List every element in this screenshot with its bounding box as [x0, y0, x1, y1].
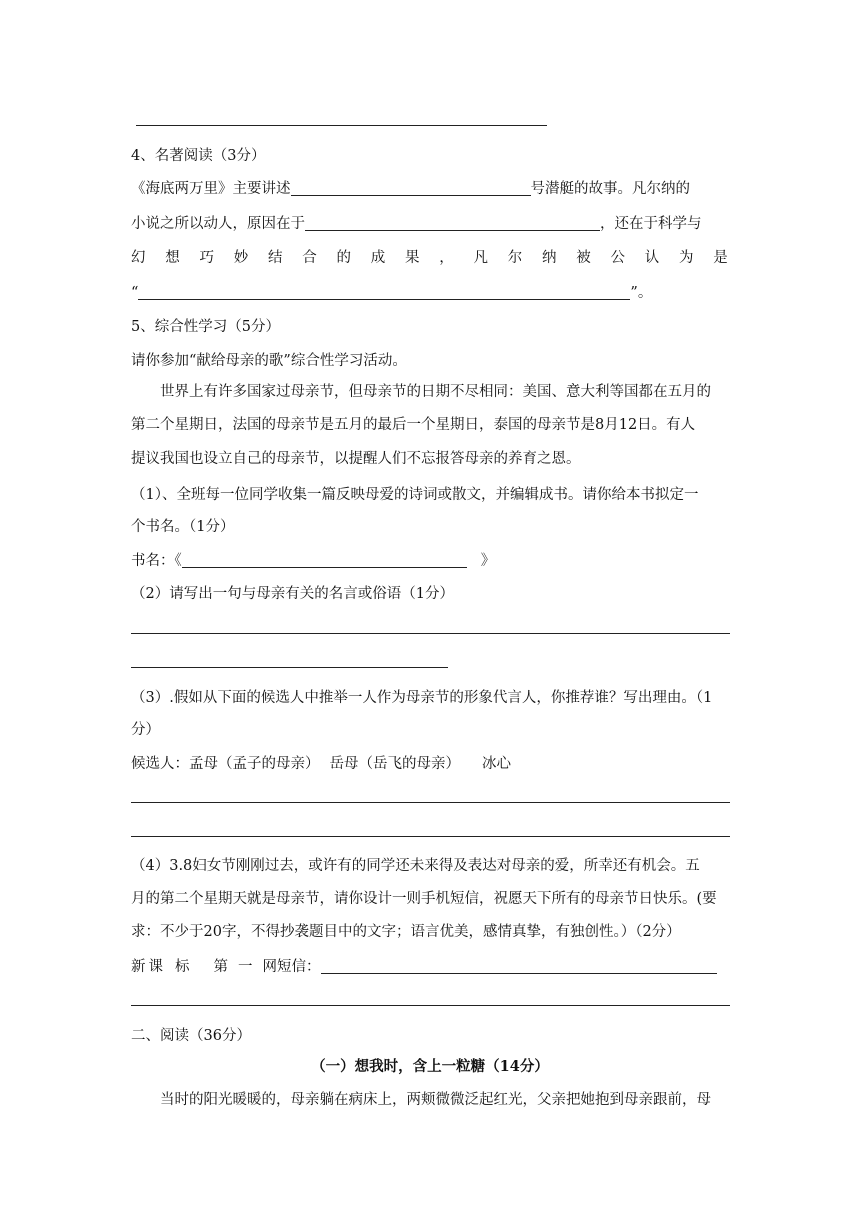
q5-sub3-line-2: 分）	[131, 722, 160, 738]
q4-char: 纳	[542, 250, 557, 266]
q4-char: 幻	[131, 250, 146, 266]
q4-char: 巧	[199, 250, 214, 266]
q5-book-name	[131, 551, 495, 571]
answer-line-sub3-a[interactable]	[131, 802, 730, 803]
q4-char: 合	[302, 250, 317, 266]
sms-prefix-char: 网	[262, 959, 277, 975]
q4-char: 的	[336, 250, 351, 266]
q4-line-2	[131, 214, 702, 234]
candidates-label: 候选人：	[131, 756, 189, 772]
q4-blank-submarine[interactable]	[291, 181, 531, 196]
q4-char: 妙	[233, 250, 249, 266]
q4-char: 成	[370, 250, 386, 266]
candidate-meng-mu: 孟母（孟子的母亲）	[189, 756, 320, 772]
q4-char: 凡	[473, 250, 488, 266]
q4-open-quote: “	[131, 285, 139, 301]
q5-sub4-line-3: 求：不少于20字，不得抄袭题目中的文字；语言优美，感情真挚，有独创性。）（2分）	[131, 924, 681, 940]
q4-line-4	[131, 283, 652, 303]
answer-line-sms-b[interactable]	[131, 1005, 730, 1006]
sms-label: 短信：	[277, 959, 321, 975]
q5-paragraph-line-1: 世界上有许多国家过母亲节，但母亲节的日期不尽相同：美国、意大利等国都在五月的	[160, 384, 711, 400]
q5-heading: 5、综合性学习（5分）	[131, 319, 280, 335]
answer-line-sub2-a[interactable]	[131, 633, 730, 634]
q4-line-1	[131, 179, 690, 199]
q4-char: ，	[439, 250, 454, 266]
q5-candidates	[131, 754, 511, 774]
q4-char: 为	[679, 250, 694, 266]
section-title: （一）想我时，含上一粒糖（14分）	[311, 1058, 549, 1075]
q4-char: 被	[576, 250, 591, 266]
part2-paragraph-line-1: 当时的阳光暖暖的，母亲躺在病床上，两颊微微泛起红光，父亲把她抱到母亲跟前，母	[160, 1092, 711, 1108]
book-name-blank[interactable]	[182, 553, 467, 568]
q4-char: 想	[165, 250, 180, 266]
q5-sub1-line-2: 个书名。（1分）	[131, 519, 235, 535]
answer-line-sub3-b[interactable]	[131, 836, 730, 837]
sms-prefix-char: 标	[175, 959, 190, 975]
q5-sub4-line-2: 月的第二个星期天就是母亲节，请你设计一则手机短信，祝愿天下所有的母亲节日快乐。(要	[131, 891, 717, 907]
q4-char: 果	[405, 250, 420, 266]
answer-line-sub2-b[interactable]	[131, 667, 448, 668]
q4-blank-reason[interactable]	[305, 216, 600, 231]
q5-paragraph-line-2: 第二个星期日，法国的母亲节是五月的最后一个星期日，泰国的母亲节是8月12日。有人	[131, 417, 696, 433]
sms-prefix-char: 新	[131, 959, 146, 975]
q4-close-quote: ”。	[630, 285, 653, 301]
q5-intro: 请你参加“献给母亲的歌”综合性学习活动。	[131, 353, 407, 369]
sms-prefix-char: 第	[213, 959, 228, 975]
q5-sms-row	[131, 957, 717, 977]
q4-line-2-text-b: ，还在于科学与	[600, 216, 702, 232]
book-name-label: 书名：《	[131, 553, 182, 569]
q4-line-1-text-b: 号潜艇的故事。凡尔纳的	[530, 181, 690, 197]
sms-blank[interactable]	[321, 959, 717, 974]
q5-sub2: （2）请写出一句与母亲有关的名言或俗语（1分）	[131, 586, 454, 602]
q4-line-3	[131, 248, 728, 268]
book-name-close: 》	[480, 553, 496, 569]
candidate-bing-xin: 冰心	[482, 756, 511, 772]
q4-char: 是	[713, 250, 728, 266]
sms-prefix-char: 课	[148, 959, 163, 975]
q4-blank-title[interactable]	[138, 285, 630, 300]
q4-line-2-text-a: 小说之所以动人，原因在于	[131, 216, 305, 232]
q5-sub4-line-1: （4）3.8妇女节刚刚过去，或许有的同学还未来得及表达对母亲的爱，所幸还有机会。五	[131, 858, 700, 874]
q5-sub3-line-1: （3）.假如从下面的候选人中推举一人作为母亲节的形象代言人，你推荐谁？写出理由。（1	[131, 690, 713, 706]
sms-prefix-char: 一	[238, 959, 253, 975]
q4-char: 尔	[507, 250, 523, 266]
candidate-yue-mu: 岳母（岳飞的母亲）	[329, 756, 460, 772]
q4-char: 公	[610, 250, 625, 266]
answer-line-top	[136, 125, 547, 126]
q4-char: 认	[644, 250, 660, 266]
part2-heading: 二、阅读（36分）	[131, 1028, 251, 1044]
q5-paragraph-line-3: 提议我国也设立自己的母亲节，以提醒人们不忘报答母亲的养育之恩。	[131, 451, 581, 467]
q5-sub1-line-1: （1）、全班每一位同学收集一篇反映母爱的诗词或散文，并编辑成书。请你给本书拟定一	[131, 487, 699, 503]
q4-char: 结	[268, 250, 283, 266]
q4-heading: 4、名著阅读（3分）	[131, 148, 266, 164]
q4-line-1-text-a: 《海底两万里》主要讲述	[131, 181, 291, 197]
